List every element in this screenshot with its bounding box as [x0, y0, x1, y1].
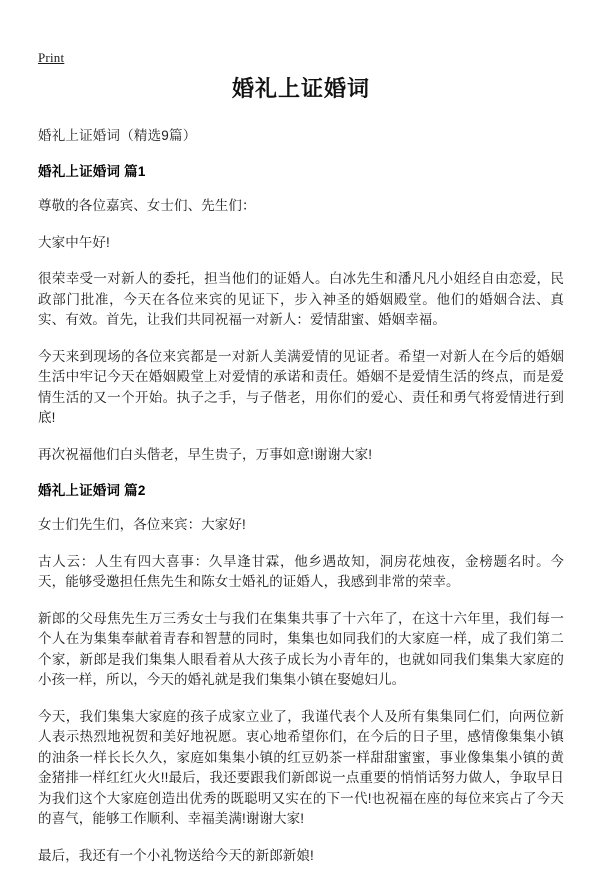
paragraph: 女士们先生们，各位来宾：大家好! — [38, 517, 246, 532]
paragraph: 大家中午好! — [38, 234, 110, 250]
paragraph: 最后，我还有一个小礼物送给今天的新郎新娘! — [38, 847, 314, 863]
page-title: 婚礼上证婚词 — [231, 76, 370, 101]
paragraph: 很荣幸受一对新人的委托，担当他们的证婚人。白冰先生和潘凡凡小姐经自由恋爱，民政部门批准，今天在各位来宾的见证下，步入神圣的婚姻殿堂。他们的婚姻合法、真实、有效。首先，让我们共同祝福一对新人：爱情甜蜜、婚姻幸福。 — [38, 271, 564, 327]
paragraph: 再次祝福他们白头偕老，早生贵子，万事如意!谢谢大家! — [38, 446, 373, 462]
paragraph: 今天，我们集集大家庭的孩子成家立业了，我谨代表个人及所有集集同仁们，向两位新人表示热烈地祝贺和美好地祝愿。衷心地希望你们，在今后的日子里，感情像集集小镇的油条一样长长久久，家庭如集集小镇的红豆奶茶一样甜甜蜜蜜，事业像集集小镇的黄金猪排一样红红火火!!最后，我还要跟我们新郎说一点重要的悄悄话努力做人，争取早日为我们这个大家庭创造出优秀的既聪明又实在的下一代!也祝福在座的每位来宾占了今天的喜气，能够工作顺利、幸福美满!谢谢大家! — [38, 708, 564, 826]
section-heading-1: 婚礼上证婚词 篇1 — [38, 164, 146, 179]
paragraph: 今天来到现场的各位来宾都是一对新人美满爱情的见证者。希望一对新人在今后的婚姻生活中牢记今天在婚姻殿堂上对爱情的承诺和责任。婚姻不是爱情生活的终点，而是爱情生活的又一个开始。执子之手，与子偕老，用你们的爱心、责任和勇气将爱情进行到底! — [38, 348, 564, 425]
section-heading-2: 婚礼上证婚词 篇2 — [38, 483, 146, 498]
paragraph: 新郎的父母焦先生万三秀女士与我们在集集共事了十六年了，在这十六年里，我们每一个人在为集集奉献着青春和智慧的同时，集集也如同我们的大家庭一样，成了我们第二个家，新郎是我们集集人眼看着从大孩子成长为小青年的，也就如同我们集集大家庭的小孩一样，所以，今天的婚礼就是我们集集小镇在娶媳妇儿。 — [38, 610, 564, 687]
print-link[interactable]: Print — [38, 50, 65, 65]
document-subtitle: 婚礼上证婚词（精选9篇） — [38, 128, 197, 143]
paragraph: 古人云：人生有四大喜事：久旱逢甘霖，他乡遇故知，洞房花烛夜，金榜题名时。今天，能够受邀担任焦先生和陈女士婚礼的证婚人，我感到非常的荣幸。 — [38, 553, 564, 589]
paragraph: 尊敬的各位嘉宾、女士们、先生们： — [38, 198, 256, 213]
document-content — [38, 74, 564, 880]
